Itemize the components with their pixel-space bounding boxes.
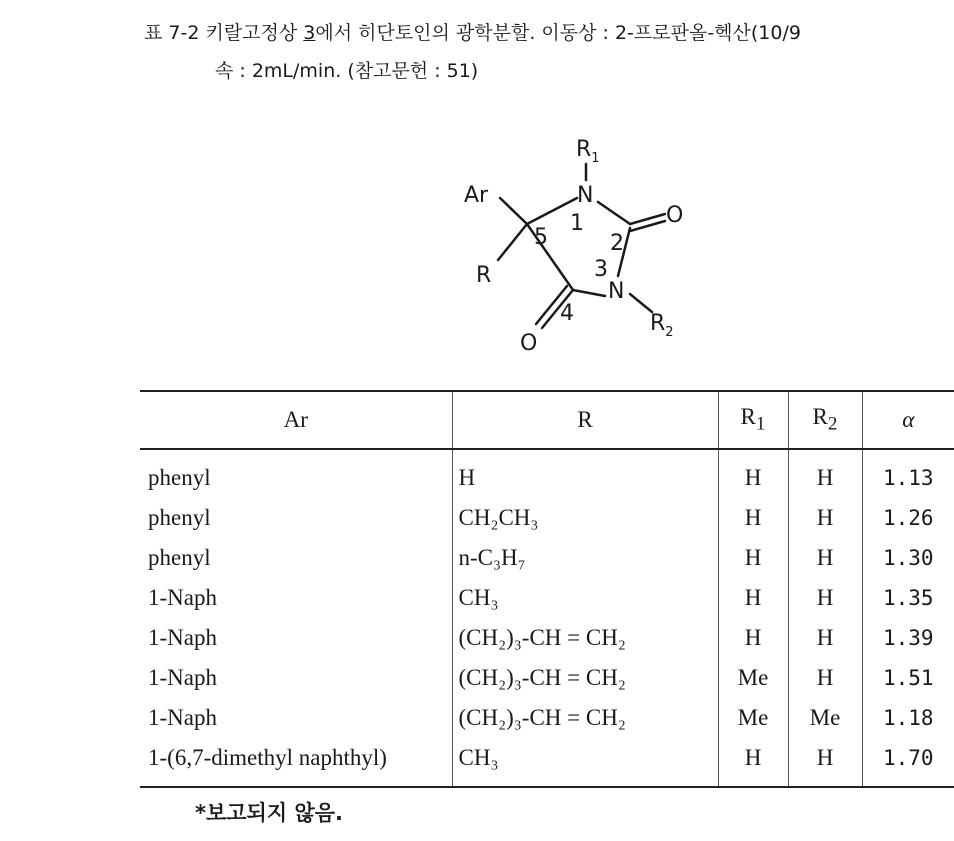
header-r: R [452,391,718,449]
cell-r2: H [788,498,862,538]
cell-r1: H [718,578,788,618]
cell-r: CH₂CH₃ [452,498,718,538]
cell-r2: Me [788,698,862,738]
table-row [140,658,954,698]
cell-alpha: 1.39 [862,618,954,658]
caption-rest: 에서 히단토인의 광학분할. 이동상 : 2-프로판올-헥산(10/9 [315,22,801,44]
caption-stationary-phase-number: 3 [303,22,316,44]
ar-substituent: Ar [464,183,489,208]
table-row [140,738,954,787]
footnote: *보고되지 않음. [195,801,343,825]
hydantoin-structure [440,118,700,358]
caption-line-2: 속 : 2mL/min. (참고문헌 : 51) [215,60,479,82]
cell-r1: Me [718,698,788,738]
cell-ar: phenyl [148,505,211,530]
cell-ar: 1-Naph [148,665,217,690]
cell-alpha: 1.18 [862,698,954,738]
cell-ar: 1-Naph [148,585,217,610]
table-body [140,449,954,787]
cell-r: (CH₂)₃-CH = CH₂ [452,698,718,738]
cell-r2: H [788,578,862,618]
cell-r1: H [718,618,788,658]
ring-position-2: 2 [610,231,624,256]
table-row [140,618,954,658]
cell-alpha: 1.13 [862,449,954,498]
cell-alpha: 1.35 [862,578,954,618]
table-caption [144,18,954,45]
cell-ar: phenyl [148,465,211,490]
ring-position-4: 4 [560,301,574,326]
ring-position-1: 1 [570,211,584,236]
ring-position-3: 3 [594,257,608,282]
cell-r: (CH₂)₃-CH = CH₂ [452,658,718,698]
table-row [140,698,954,738]
table-row [140,578,954,618]
cell-r1: H [718,449,788,498]
cell-r2: H [788,538,862,578]
cell-r1: H [718,738,788,787]
table-row [140,449,954,498]
cell-ar: 1-Naph [148,705,217,730]
cell-r1: H [718,538,788,578]
cell-r1: H [718,498,788,538]
n3-atom: N [608,279,625,304]
cell-r: (CH₂)₃-CH = CH₂ [452,618,718,658]
header-r2: $R_2$ [788,391,862,449]
cell-alpha: 1.30 [862,538,954,578]
cell-r: CH₃ [452,578,718,618]
cell-r2: H [788,449,862,498]
caption-prefix: 표 7-2 키랄고정상 [144,22,304,44]
ring-position-5: 5 [534,225,548,250]
header-alpha: α [862,391,954,449]
r1-label: $R_1$ [576,137,600,166]
table-row [140,498,954,538]
cell-r: H [452,449,718,498]
o4-atom: O [520,331,538,356]
cell-r: n-C₃H₇ [452,538,718,578]
cell-alpha: 1.70 [862,738,954,787]
hydantoin-structure-drawing [440,118,700,358]
header-r1: $R_1$ [718,391,788,449]
table-row [140,538,954,578]
cell-ar: 1-Naph [148,625,217,650]
cell-alpha: 1.51 [862,658,954,698]
cell-alpha: 1.26 [862,498,954,538]
r-substituent: R [476,263,492,288]
cell-r2: H [788,738,862,787]
header-ar: Ar [140,391,452,449]
cell-r2: H [788,658,862,698]
separation-table [140,390,954,788]
n1-atom: N [577,183,594,208]
cell-r: CH₃ [452,738,718,787]
cell-r1: Me [718,658,788,698]
cell-ar: 1-(6,7-dimethyl naphthyl) [140,738,452,787]
cell-r2: H [788,618,862,658]
r2-label: $R_2$ [650,311,674,340]
cell-ar: phenyl [148,545,211,570]
o2-atom: O [666,203,684,228]
table-header-row [140,391,954,449]
